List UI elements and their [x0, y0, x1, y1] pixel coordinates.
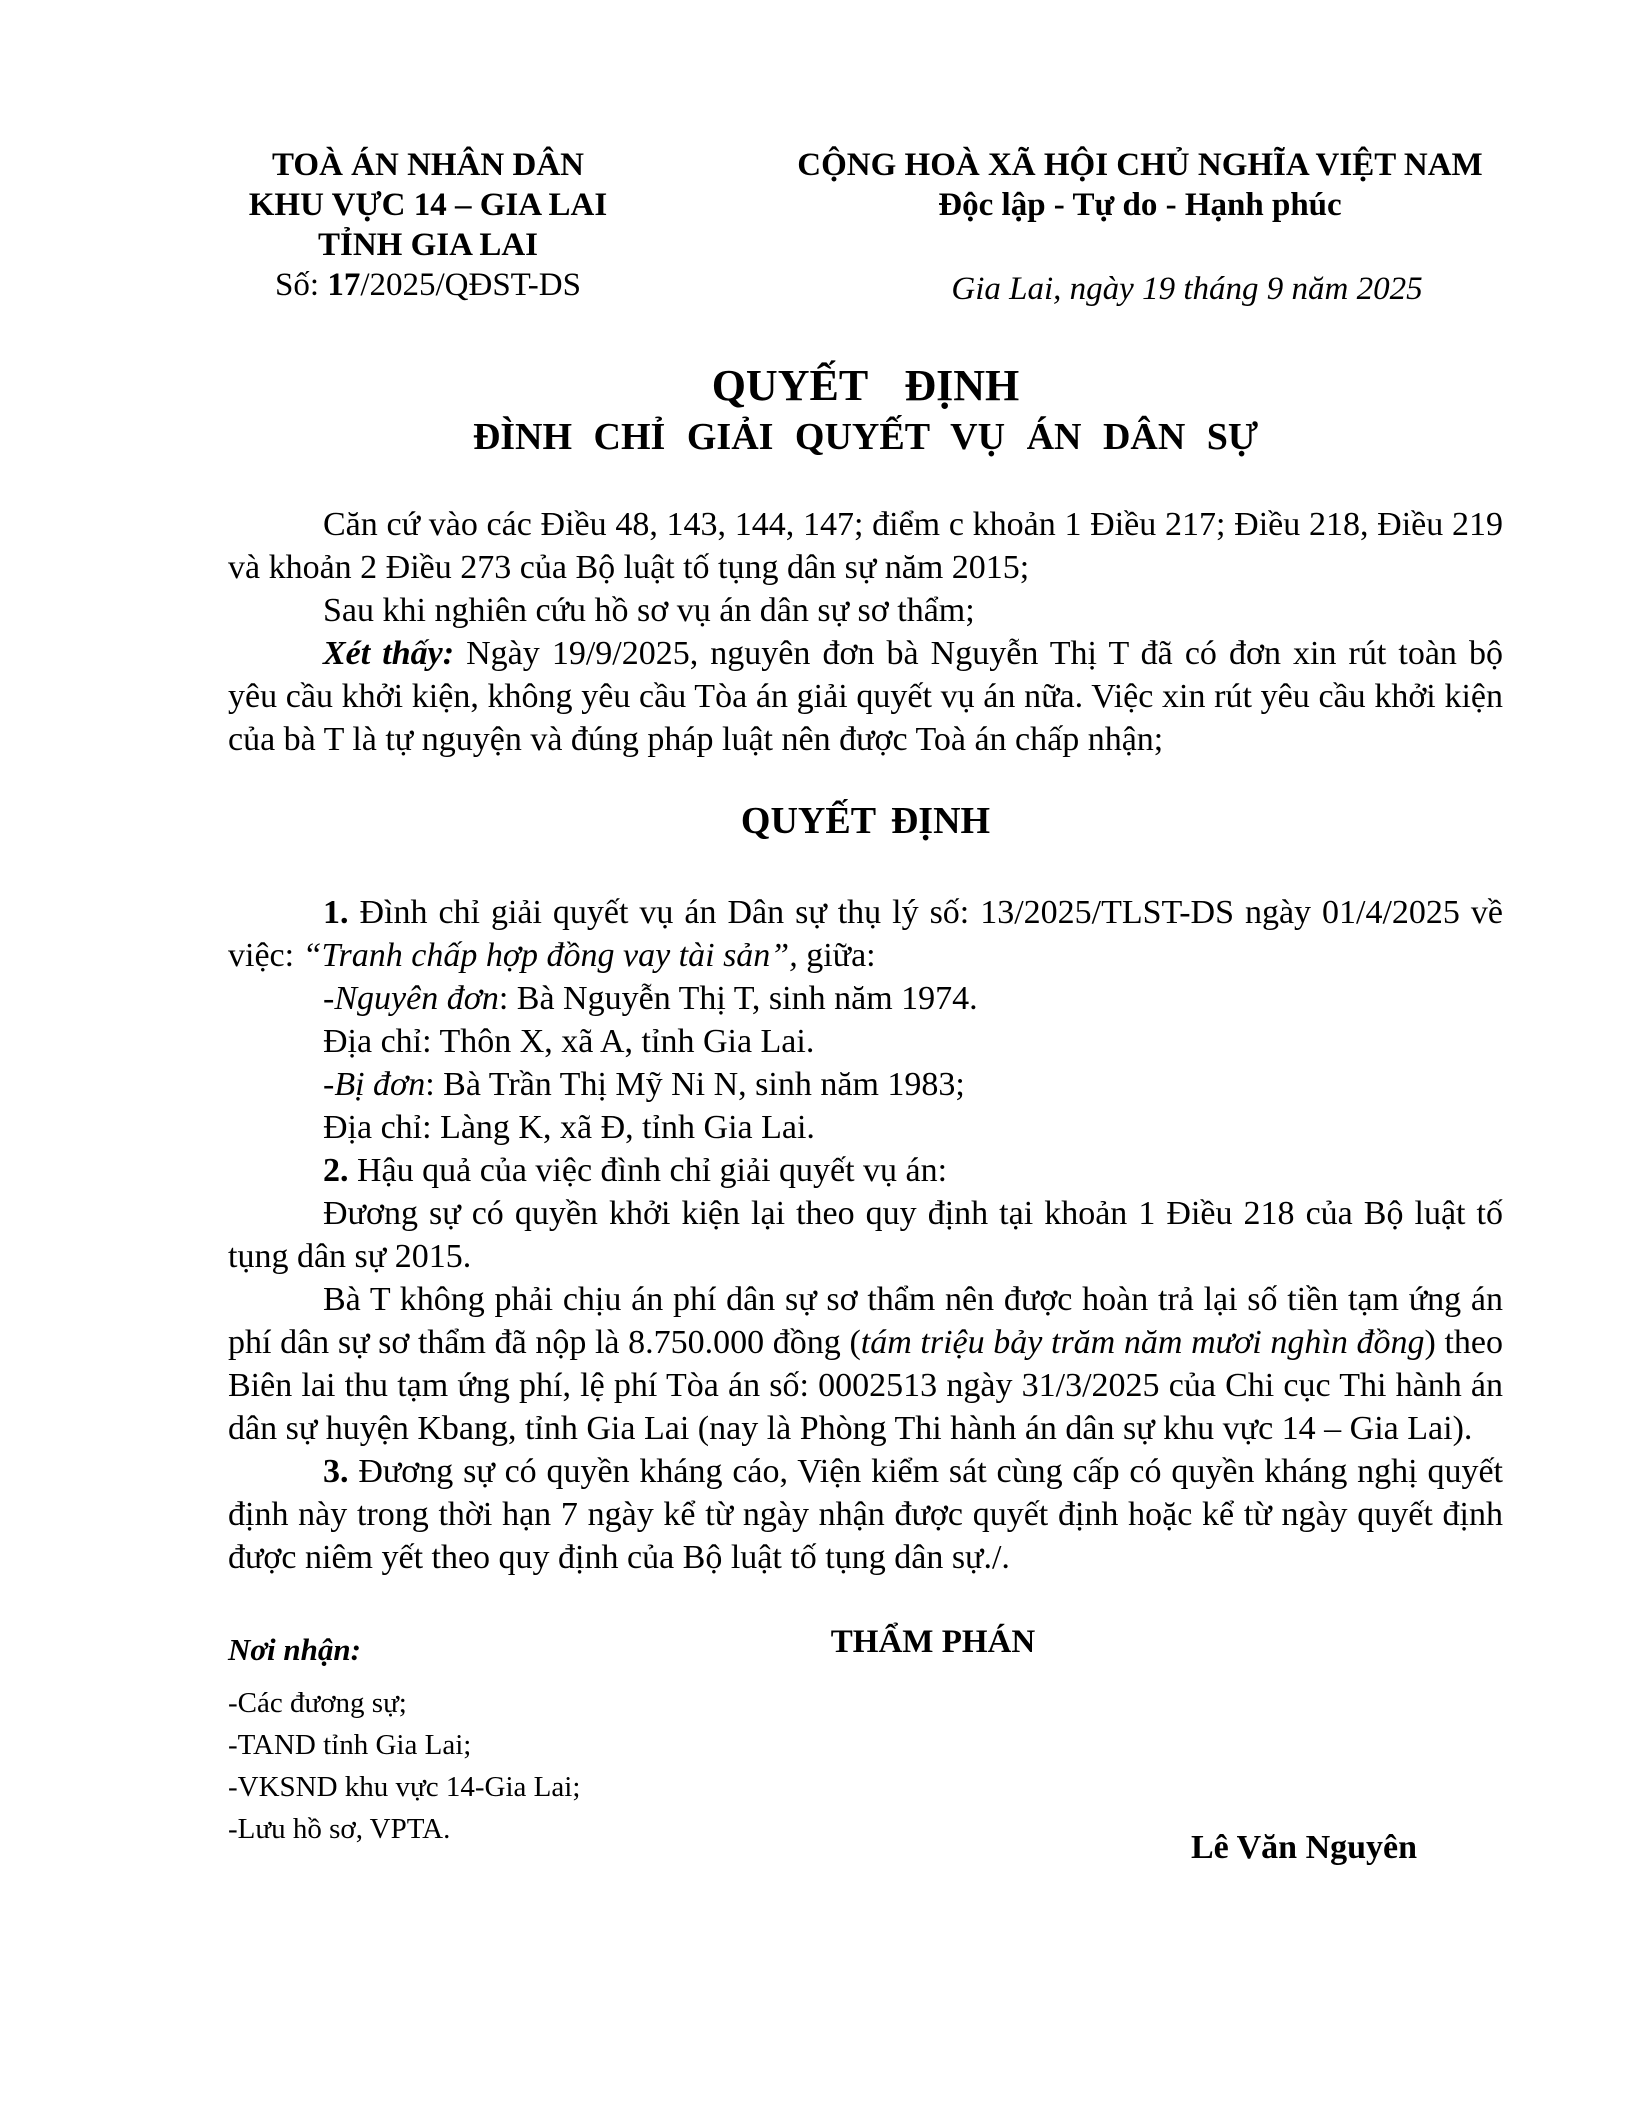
paragraph-item2 — [228, 1149, 1503, 1192]
item1-text: Đình chỉ giải quyết vụ án Dân sự thụ lý số: 13/2025/TLST-DS ngày 01/4/2025 về việc: — [228, 894, 1503, 974]
document-number — [228, 265, 628, 305]
paragraph-defendant — [228, 1063, 1503, 1106]
recipient-item: -Lưu hồ sơ, VPTA. — [228, 1813, 451, 1845]
recipient-item: -VKSND khu vực 14-Gia Lai; — [228, 1771, 581, 1803]
national-motto: Độc lập - Tự do - Hạnh phúc — [938, 187, 1342, 223]
case-name: “Tranh chấp hợp đồng vay tài sản”, — [302, 937, 798, 974]
paragraph-fee-refund — [228, 1278, 1503, 1450]
court-name-line2: KHU VỰC 14 – GIA LAI — [248, 187, 608, 223]
recipient-item: -TAND tỉnh Gia Lai; — [228, 1729, 472, 1761]
document-number-value: 17 — [327, 267, 361, 303]
defendant-dash: - — [323, 1066, 335, 1103]
document-header — [228, 145, 1503, 309]
paragraph-plaintiff — [228, 977, 1503, 1020]
recipients-label: Nơi nhận: — [228, 1632, 361, 1667]
document-body — [228, 503, 1503, 1579]
paragraph-item3 — [228, 1450, 1503, 1579]
paragraph-findings — [228, 632, 1503, 761]
plaintiff-dash: - — [323, 980, 335, 1017]
defendant-text: : Bà Trần Thị Mỹ Ni N, sinh năm 1983; — [425, 1066, 965, 1103]
recipients-block — [228, 1632, 580, 1850]
paragraph-plaintiff-address: Địa chỉ: Thôn X, xã A, tỉnh Gia Lai. — [323, 1023, 815, 1060]
document-number-suffix: /2025/QĐST-DS — [360, 267, 581, 303]
defendant-label: Bị đơn — [334, 1066, 426, 1103]
plaintiff-text: : Bà Nguyễn Thị T, sinh năm 1974. — [498, 980, 978, 1017]
item2-number: 2. — [323, 1152, 349, 1189]
page-subtitle: ĐÌNH CHỈ GIẢI QUYẾT VỤ ÁN DÂN SỰ — [472, 416, 1259, 458]
court-name-line3: TỈNH GIA LAI — [317, 227, 539, 263]
judge-signature-name: Lê Văn Nguyên — [1190, 1829, 1418, 1866]
fee-amount-words: tám triệu bảy trăm năm mươi nghìn đồng — [860, 1324, 1425, 1361]
fee-text-start: Bà T không phải chịu án phí dân sự sơ thẩm nên được hoàn trả lại số tiền tạm ứng án phí dân sự sơ thẩm đã nộp là 8.750.000 đồng ( — [228, 1281, 1503, 1361]
paragraph-defendant-address: Địa chỉ: Làng K, xã Đ, tỉnh Gia Lai. — [323, 1109, 815, 1146]
item3-number: 3. — [323, 1453, 349, 1490]
item2-text: Hậu quả của việc đình chỉ giải quyết vụ án: — [348, 1152, 948, 1189]
item3-text: Đương sự có quyền kháng cáo, Viện kiểm sát cùng cấp có quyền kháng nghị quyết định này trong thời hạn 7 ngày kể từ ngày nhận được quyết định hoặc kể từ ngày quyết định được niêm yết theo quy định của Bộ luật tố tụng dân sự./. — [228, 1453, 1503, 1576]
paragraph-review: Sau khi nghiên cứu hồ sơ vụ án dân sự sơ thẩm; — [323, 592, 975, 629]
paragraph-right-to-refile: Đương sự có quyền khởi kiện lại theo quy định tại khoản 1 Điều 218 của Bộ luật tố tụng dân sự 2015. — [228, 1195, 1503, 1275]
national-block — [777, 145, 1503, 309]
document-number-label: Số: — [275, 267, 328, 303]
paragraph-legal-basis: Căn cứ vào các Điều 48, 143, 144, 147; điểm c khoản 1 Điều 217; Điều 218, Điều 219 và khoản 2 Điều 273 của Bộ luật tố tụng dân sự năm 2015; — [228, 506, 1503, 586]
fee-text-end: ) theo Biên lai thu tạm ứng phí, lệ phí Tòa án số: 0002513 ngày 31/3/2025 của Chi cục Thi hành án dân sự huyện Kbang, tỉnh Gia Lai (nay là Phòng Thi hành án dân sự khu vực 14 – Gia Lai). — [228, 1324, 1504, 1447]
section-heading-decision: QUYẾT ĐỊNH — [740, 800, 991, 842]
page-title: QUYẾT ĐỊNH — [711, 361, 1020, 410]
judge-title: THẨM PHÁN — [830, 1624, 1036, 1660]
court-block — [228, 145, 628, 309]
item1-tail: giữa: — [797, 937, 876, 974]
document-footer — [228, 1624, 1503, 1954]
plaintiff-label: Nguyên đơn — [334, 980, 499, 1017]
findings-text: Ngày 19/9/2025, nguyên đơn bà Nguyễn Thị T đã có đơn xin rút toàn bộ yêu cầu khởi kiện, không yêu cầu Tòa án giải quyết vụ án nữa. Việc xin rút yêu cầu khởi kiện của bà T là tự nguyện và đúng pháp luật nên được Toà án chấp nhận; — [228, 635, 1503, 758]
national-title: CỘNG HOÀ XÃ HỘI CHỦ NGHĨA VIỆT NAM — [797, 147, 1483, 183]
findings-lead: Xét thấy: — [323, 635, 455, 672]
title-block — [228, 361, 1503, 463]
court-name-line1: TOÀ ÁN NHÂN DÂN — [272, 147, 584, 183]
item1-number: 1. — [323, 894, 349, 931]
issue-date: Gia Lai, ngày 19 tháng 9 năm 2025 — [951, 271, 1423, 307]
paragraph-item1 — [228, 891, 1503, 977]
recipient-item: -Các đương sự; — [228, 1687, 407, 1719]
